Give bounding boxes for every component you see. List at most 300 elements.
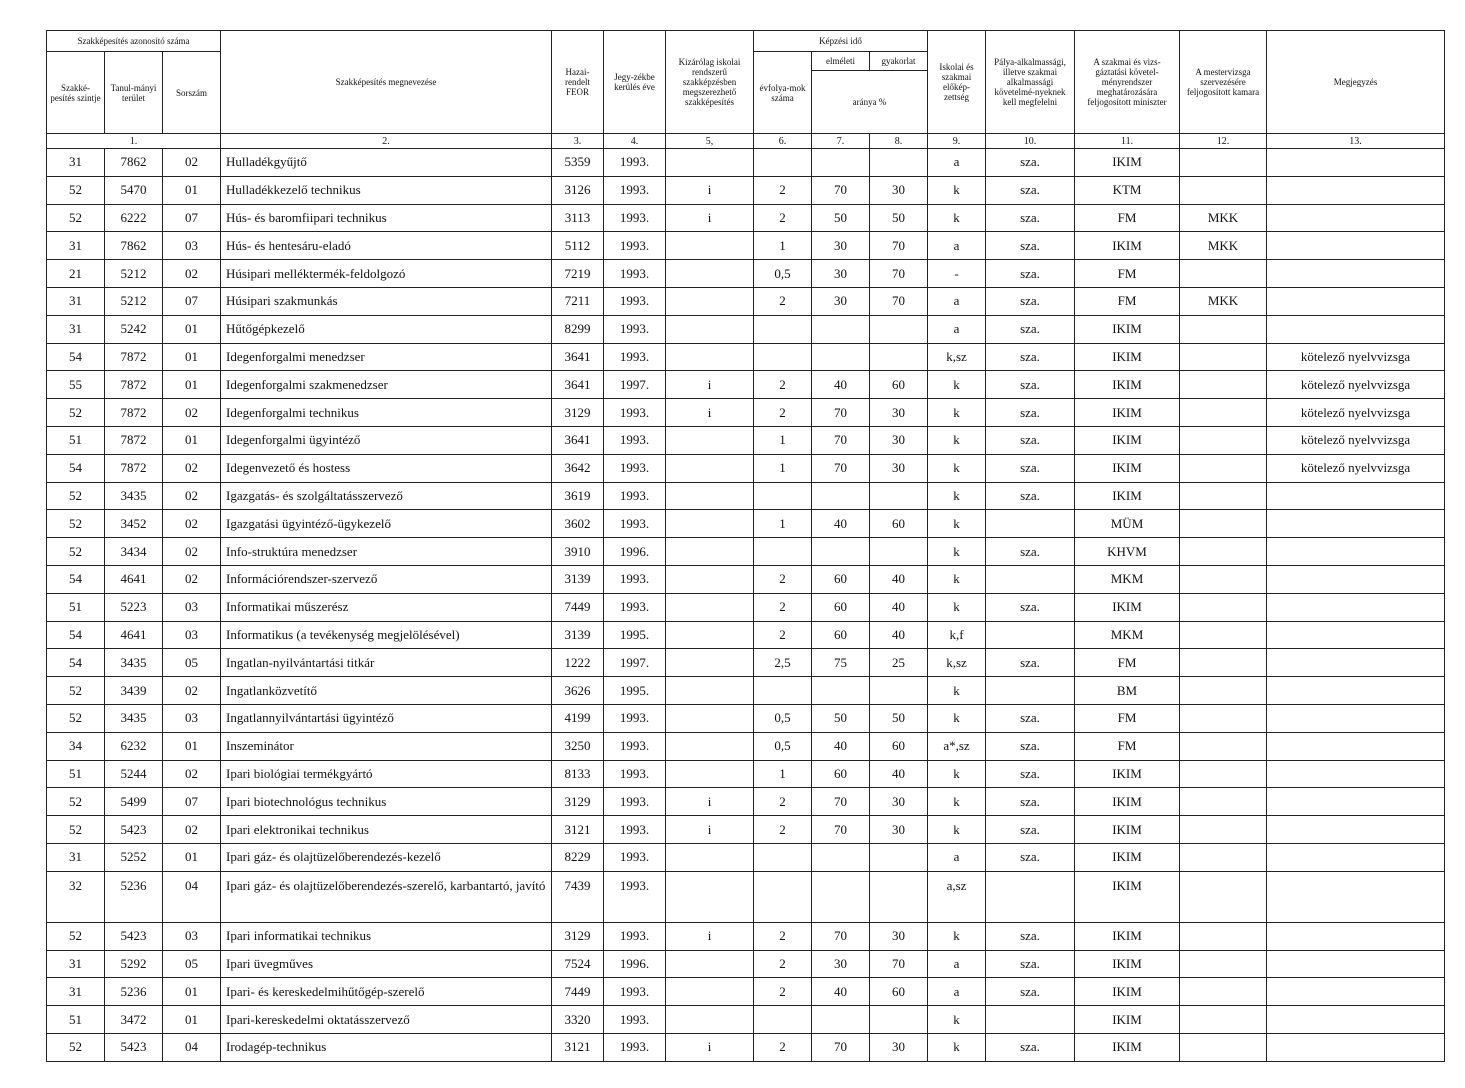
chamber-cell: MKK [1180,287,1267,315]
header-iskolai: Iskolai és szakmai előkép-zettség [928,31,986,134]
theory-cell: 70 [812,816,870,844]
table-row [47,788,1445,816]
note-cell [1267,1006,1445,1034]
prerequisite-cell: k [928,426,986,454]
level-cell: 31 [47,843,105,871]
name-cell: Hús- és baromfiipari technikus [221,204,552,232]
name-cell: Ingatlan-nyilvántartási titkár [221,649,552,677]
practice-cell: 25 [870,649,928,677]
prerequisite-cell: a [928,843,986,871]
years-cell [754,1006,812,1034]
theory-cell: 70 [812,1033,870,1061]
school-only-cell [666,510,754,538]
name-cell: Idegenforgalmi menedzser [221,343,552,371]
years-cell [754,149,812,177]
years-cell: 2 [754,176,812,204]
theory-cell [812,315,870,343]
minister-cell: IKIM [1075,1033,1180,1061]
minister-cell: IKIM [1075,922,1180,950]
feor-cell: 7219 [552,260,604,288]
minister-cell: KTM [1075,176,1180,204]
theory-cell: 60 [812,593,870,621]
table-row [47,677,1445,705]
name-cell: Igazgatási ügyintéző-ügykezelő [221,510,552,538]
level-cell: 32 [47,871,105,922]
aptitude-cell: sza. [986,760,1075,788]
name-cell: Ingatlanközvetítő [221,677,552,705]
table-row [47,538,1445,566]
minister-cell: MKM [1075,565,1180,593]
table-row [47,287,1445,315]
practice-cell [870,538,928,566]
theory-cell: 70 [812,788,870,816]
area-cell: 3452 [105,510,163,538]
note-cell: kötelező nyelvvizsga [1267,399,1445,427]
chamber-cell [1180,732,1267,760]
name-cell: Húsipari szakmunkás [221,287,552,315]
year-cell: 1993. [604,454,666,482]
aptitude-cell [986,677,1075,705]
document-page [46,30,1444,1062]
prerequisite-cell: k [928,204,986,232]
feor-cell: 3139 [552,621,604,649]
theory-cell [812,871,870,922]
aptitude-cell [986,621,1075,649]
aptitude-cell: sza. [986,816,1075,844]
area-cell: 7862 [105,149,163,177]
year-cell: 1993. [604,593,666,621]
header-evfolyam: évfolya-mok száma [754,52,812,134]
years-cell: 2 [754,788,812,816]
theory-cell: 50 [812,704,870,732]
note-cell [1267,871,1445,922]
theory-cell: 40 [812,371,870,399]
name-cell: Informatikus (a tevékenység megjelölésével) [221,621,552,649]
table-row [47,1033,1445,1061]
serial-cell: 04 [163,1033,221,1061]
school-only-cell [666,760,754,788]
serial-cell: 01 [163,343,221,371]
year-cell: 1993. [604,232,666,260]
table-row [47,482,1445,510]
school-only-cell [666,260,754,288]
minister-cell: IKIM [1075,454,1180,482]
practice-cell: 30 [870,454,928,482]
note-cell [1267,176,1445,204]
level-cell: 52 [47,538,105,566]
minister-cell: IKIM [1075,371,1180,399]
prerequisite-cell: k [928,1033,986,1061]
serial-cell: 05 [163,649,221,677]
name-cell: Ipari elektronikai technikus [221,816,552,844]
prerequisite-cell: k [928,677,986,705]
table-row [47,704,1445,732]
feor-cell: 1222 [552,649,604,677]
years-cell: 1 [754,510,812,538]
practice-cell: 30 [870,426,928,454]
year-cell: 1993. [604,1006,666,1034]
serial-cell: 07 [163,788,221,816]
feor-cell: 3910 [552,538,604,566]
name-cell: Idegenforgalmi ügyintéző [221,426,552,454]
practice-cell: 70 [870,287,928,315]
table-row [47,871,1445,922]
chamber-cell [1180,978,1267,1006]
practice-cell: 30 [870,922,928,950]
feor-cell: 3129 [552,788,604,816]
serial-cell: 03 [163,593,221,621]
name-cell: Idegenforgalmi technikus [221,399,552,427]
name-cell: Ipari informatikai technikus [221,922,552,950]
name-cell: Inszeminátor [221,732,552,760]
year-cell: 1993. [604,871,666,922]
minister-cell: IKIM [1075,871,1180,922]
area-cell: 3472 [105,1006,163,1034]
years-cell: 2 [754,978,812,1006]
minister-cell: KHVM [1075,538,1180,566]
name-cell: Ipari üvegműves [221,950,552,978]
minister-cell: IKIM [1075,816,1180,844]
minister-cell: IKIM [1075,593,1180,621]
feor-cell: 3250 [552,732,604,760]
level-cell: 52 [47,1033,105,1061]
aptitude-cell: sza. [986,287,1075,315]
practice-cell [870,1006,928,1034]
area-cell: 6222 [105,204,163,232]
table-row [47,510,1445,538]
chamber-cell [1180,565,1267,593]
column-number: 7. [812,134,870,149]
year-cell: 1993. [604,343,666,371]
name-cell: Ipari gáz- és olajtüzelőberendezés-kezelő [221,843,552,871]
name-cell: Igazgatás- és szolgáltatásszervező [221,482,552,510]
level-cell: 31 [47,149,105,177]
practice-cell: 30 [870,816,928,844]
theory-cell [812,343,870,371]
practice-cell: 40 [870,565,928,593]
column-number: 12. [1180,134,1267,149]
theory-cell: 60 [812,565,870,593]
years-cell [754,315,812,343]
school-only-cell [666,287,754,315]
table-row [47,343,1445,371]
aptitude-cell: sza. [986,260,1075,288]
header-mester: A mestervizsga szervezésére feljogosított kamara [1180,31,1267,134]
serial-cell: 01 [163,315,221,343]
table-row [47,621,1445,649]
table-row [47,315,1445,343]
aptitude-cell: sza. [986,538,1075,566]
level-cell: 51 [47,593,105,621]
years-cell: 0,5 [754,704,812,732]
column-number: 11. [1075,134,1180,149]
year-cell: 1996. [604,538,666,566]
level-cell: 54 [47,565,105,593]
chamber-cell [1180,871,1267,922]
prerequisite-cell: k,f [928,621,986,649]
practice-cell: 40 [870,760,928,788]
minister-cell: MÜM [1075,510,1180,538]
prerequisite-cell: k [928,565,986,593]
minister-cell: IKIM [1075,760,1180,788]
school-only-cell [666,232,754,260]
aptitude-cell: sza. [986,149,1075,177]
prerequisite-cell: k [928,816,986,844]
year-cell: 1997. [604,649,666,677]
note-cell [1267,1033,1445,1061]
serial-cell: 02 [163,260,221,288]
theory-cell [812,843,870,871]
minister-cell: IKIM [1075,482,1180,510]
minister-cell: IKIM [1075,149,1180,177]
area-cell: 3435 [105,704,163,732]
prerequisite-cell: - [928,260,986,288]
practice-cell: 70 [870,950,928,978]
chamber-cell [1180,315,1267,343]
prerequisite-cell: k [928,1006,986,1034]
school-only-cell: i [666,1033,754,1061]
feor-cell: 3602 [552,510,604,538]
chamber-cell [1180,950,1267,978]
column-number: 2. [221,134,552,149]
table-row [47,950,1445,978]
area-cell: 7872 [105,454,163,482]
level-cell: 54 [47,343,105,371]
note-cell [1267,704,1445,732]
years-cell: 1 [754,232,812,260]
aptitude-cell: sza. [986,454,1075,482]
area-cell: 5212 [105,287,163,315]
feor-cell: 3641 [552,343,604,371]
school-only-cell: i [666,371,754,399]
table-row [47,1006,1445,1034]
table-row [47,426,1445,454]
aptitude-cell [986,1006,1075,1034]
feor-cell: 3121 [552,1033,604,1061]
practice-cell [870,343,928,371]
aptitude-cell: sza. [986,482,1075,510]
theory-cell: 75 [812,649,870,677]
years-cell: 2 [754,371,812,399]
note-cell [1267,149,1445,177]
year-cell: 1993. [604,482,666,510]
table-row [47,760,1445,788]
chamber-cell [1180,149,1267,177]
note-cell [1267,788,1445,816]
minister-cell: IKIM [1075,343,1180,371]
level-cell: 31 [47,287,105,315]
school-only-cell [666,343,754,371]
level-cell: 52 [47,816,105,844]
year-cell: 1993. [604,565,666,593]
chamber-cell [1180,922,1267,950]
year-cell: 1993. [604,704,666,732]
practice-cell [870,482,928,510]
aptitude-cell: sza. [986,843,1075,871]
prerequisite-cell: a [928,232,986,260]
years-cell: 2 [754,593,812,621]
feor-cell: 8133 [552,760,604,788]
serial-cell: 01 [163,176,221,204]
school-only-cell [666,593,754,621]
school-only-cell [666,950,754,978]
area-cell: 3435 [105,482,163,510]
note-cell [1267,232,1445,260]
header-szakmai: A szakmai és vizs-gáztatási követel-ményrendszer meghatározására feljogosított miniszter [1075,31,1180,134]
year-cell: 1993. [604,760,666,788]
minister-cell: IKIM [1075,978,1180,1006]
prerequisite-cell: k [928,371,986,399]
serial-cell: 01 [163,843,221,871]
years-cell [754,843,812,871]
chamber-cell [1180,649,1267,677]
serial-cell: 01 [163,426,221,454]
note-cell [1267,922,1445,950]
years-cell: 2 [754,621,812,649]
year-cell: 1993. [604,287,666,315]
aptitude-cell: sza. [986,1033,1075,1061]
feor-cell: 3642 [552,454,604,482]
aptitude-cell: sza. [986,788,1075,816]
note-cell [1267,843,1445,871]
feor-cell: 3129 [552,399,604,427]
chamber-cell [1180,260,1267,288]
header-group-id: Szakképesítés azonosító száma [47,31,221,52]
level-cell: 52 [47,704,105,732]
year-cell: 1997. [604,371,666,399]
area-cell: 3434 [105,538,163,566]
name-cell: Irodagép-technikus [221,1033,552,1061]
prerequisite-cell: a [928,950,986,978]
name-cell: Hűtőgépkezelő [221,315,552,343]
table-header [47,31,1445,149]
minister-cell: MKM [1075,621,1180,649]
serial-cell: 01 [163,1006,221,1034]
level-cell: 52 [47,922,105,950]
school-only-cell: i [666,922,754,950]
level-cell: 52 [47,788,105,816]
aptitude-cell: sza. [986,232,1075,260]
school-only-cell [666,149,754,177]
school-only-cell [666,677,754,705]
aptitude-cell: sza. [986,732,1075,760]
feor-cell: 8229 [552,843,604,871]
level-cell: 52 [47,510,105,538]
practice-cell: 60 [870,510,928,538]
prerequisite-cell: a [928,287,986,315]
theory-cell: 60 [812,760,870,788]
level-cell: 51 [47,1006,105,1034]
year-cell: 1993. [604,788,666,816]
school-only-cell: i [666,399,754,427]
level-cell: 31 [47,950,105,978]
school-only-cell [666,649,754,677]
feor-cell: 3139 [552,565,604,593]
prerequisite-cell: k [928,538,986,566]
header-terulet: Tanul-mányi terület [105,52,163,134]
feor-cell: 7439 [552,871,604,922]
prerequisite-cell: a [928,149,986,177]
school-only-cell [666,454,754,482]
year-cell: 1995. [604,621,666,649]
years-cell: 1 [754,426,812,454]
note-cell: kötelező nyelvvizsga [1267,454,1445,482]
year-cell: 1993. [604,260,666,288]
column-number-row [47,134,1445,149]
name-cell: Hús- és hentesáru-eladó [221,232,552,260]
chamber-cell: MKK [1180,232,1267,260]
aptitude-cell: sza. [986,343,1075,371]
column-number: 4. [604,134,666,149]
name-cell: Informatikai műszerész [221,593,552,621]
table-row [47,232,1445,260]
year-cell: 1996. [604,950,666,978]
practice-cell: 60 [870,978,928,1006]
serial-cell: 03 [163,704,221,732]
minister-cell: IKIM [1075,232,1180,260]
prerequisite-cell: a [928,315,986,343]
school-only-cell [666,482,754,510]
years-cell: 2,5 [754,649,812,677]
prerequisite-cell: k [928,399,986,427]
theory-cell [812,1006,870,1034]
area-cell: 7872 [105,426,163,454]
school-only-cell [666,704,754,732]
name-cell: Idegenforgalmi szakmenedzser [221,371,552,399]
area-cell: 5244 [105,760,163,788]
theory-cell: 60 [812,621,870,649]
years-cell: 2 [754,204,812,232]
year-cell: 1993. [604,922,666,950]
note-cell [1267,287,1445,315]
qualification-table [46,30,1445,1062]
table-row [47,371,1445,399]
chamber-cell [1180,677,1267,705]
header-feor: Hazai-rendelt FEOR [552,31,604,134]
note-cell [1267,732,1445,760]
serial-cell: 02 [163,482,221,510]
column-number: 8. [870,134,928,149]
year-cell: 1993. [604,176,666,204]
table-row [47,260,1445,288]
area-cell: 5242 [105,315,163,343]
practice-cell: 30 [870,176,928,204]
chamber-cell: MKK [1180,204,1267,232]
area-cell: 5423 [105,1033,163,1061]
level-cell: 52 [47,482,105,510]
practice-cell [870,871,928,922]
column-number: 1. [47,134,221,149]
table-row [47,843,1445,871]
note-cell [1267,204,1445,232]
prerequisite-cell: k [928,788,986,816]
column-number: 6. [754,134,812,149]
minister-cell: IKIM [1075,315,1180,343]
school-only-cell: i [666,816,754,844]
name-cell: Ingatlannyilvántartási ügyintéző [221,704,552,732]
years-cell: 1 [754,454,812,482]
level-cell: 52 [47,176,105,204]
name-cell: Idegenvezető és hostess [221,454,552,482]
theory-cell: 70 [812,426,870,454]
aptitude-cell: sza. [986,593,1075,621]
school-only-cell: i [666,204,754,232]
chamber-cell [1180,593,1267,621]
feor-cell: 7211 [552,287,604,315]
area-cell: 5236 [105,871,163,922]
level-cell: 51 [47,426,105,454]
name-cell: Hulladékkezelő technikus [221,176,552,204]
